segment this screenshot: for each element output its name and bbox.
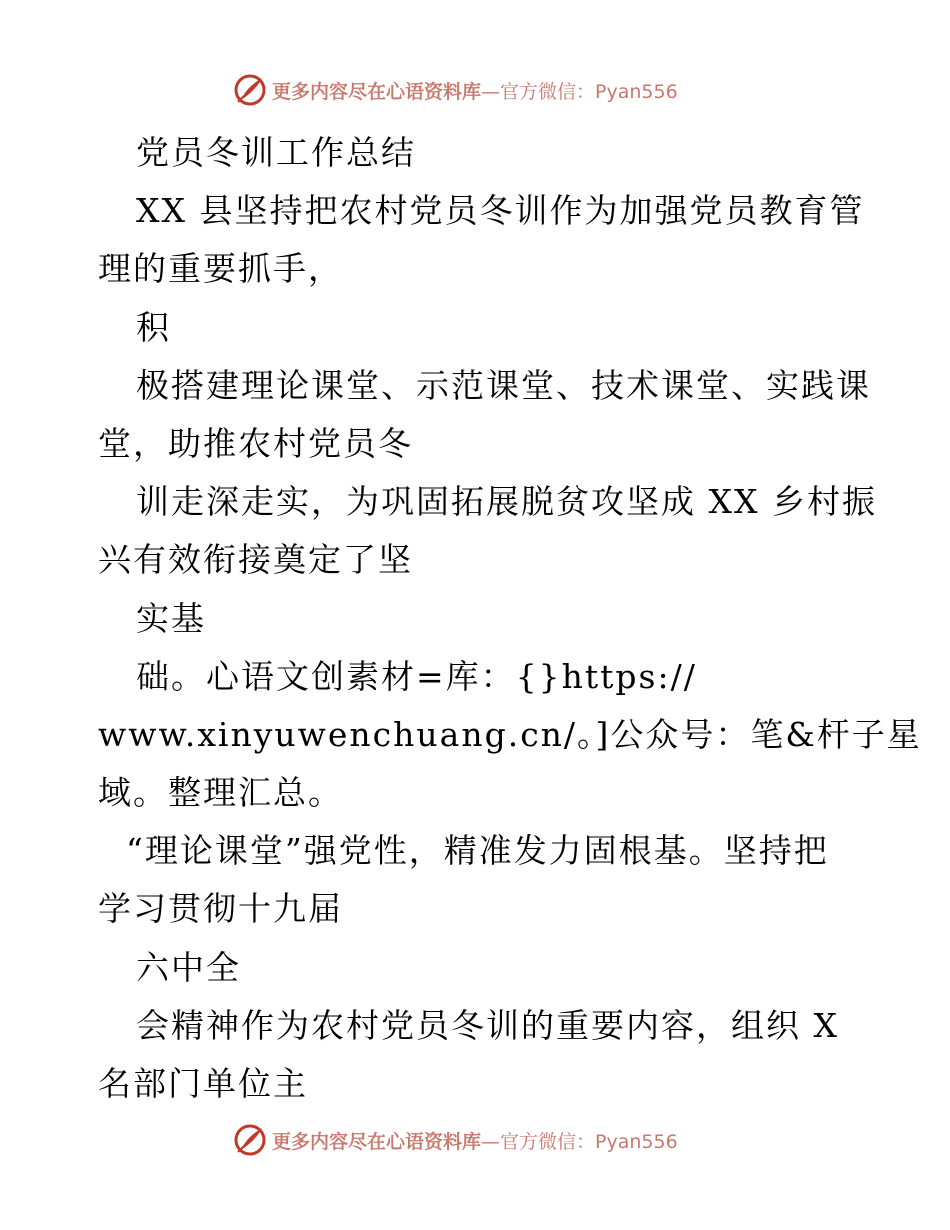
watermark-main-text: 更多内容尽在心语资料库 <box>272 80 482 103</box>
footer-watermark <box>232 1120 752 1160</box>
watermark-sub-text: —官方微信：Pyan556 <box>481 80 678 103</box>
text-line: 名部门单位主 <box>98 1064 308 1103</box>
text-line: 堂，助推农村党员冬 <box>98 423 413 463</box>
text-line: 理的重要抓手， <box>98 249 343 289</box>
text-line: 训走深走实，为巩固拓展脱贫攻坚成 XX 乡村振 <box>136 482 877 522</box>
text-line: “理论课堂”强党性，精准发力固根基。坚持把 <box>126 831 829 871</box>
text-line: 会精神作为农村党员冬训的重要内容，组织 X <box>136 1005 839 1045</box>
doc-title: 党员冬训工作总结 <box>136 133 416 172</box>
text-line: 域。整理汇总。 <box>98 773 343 813</box>
text-line: 实基 <box>136 598 206 638</box>
quill-pen-logo-icon <box>232 72 268 108</box>
document-body <box>98 124 922 1113</box>
text-line: XX 县坚持把农村党员冬训作为加强党员教育管 <box>136 191 865 231</box>
text-line: 极搭建理论课堂、示范课堂、技术课堂、实践课 <box>136 365 871 405</box>
text-line: 积 <box>136 307 171 347</box>
text-line: 兴有效衔接奠定了坚 <box>98 540 413 580</box>
watermark-main-text: 更多内容尽在心语资料库 <box>272 1130 482 1153</box>
text-line: 学习贯彻十九届 <box>98 889 343 929</box>
text-line: 六中全 <box>136 947 241 987</box>
quill-pen-logo-icon <box>232 1122 268 1158</box>
watermark-sub-text: —官方微信：Pyan556 <box>481 1130 678 1153</box>
text-line: 础。心语文创素材=库：{}https:// <box>136 656 697 696</box>
header-watermark <box>232 70 752 110</box>
text-line: www.xinyuwenchuang.cn/。]公众号：笔&杆子星 <box>98 714 922 754</box>
